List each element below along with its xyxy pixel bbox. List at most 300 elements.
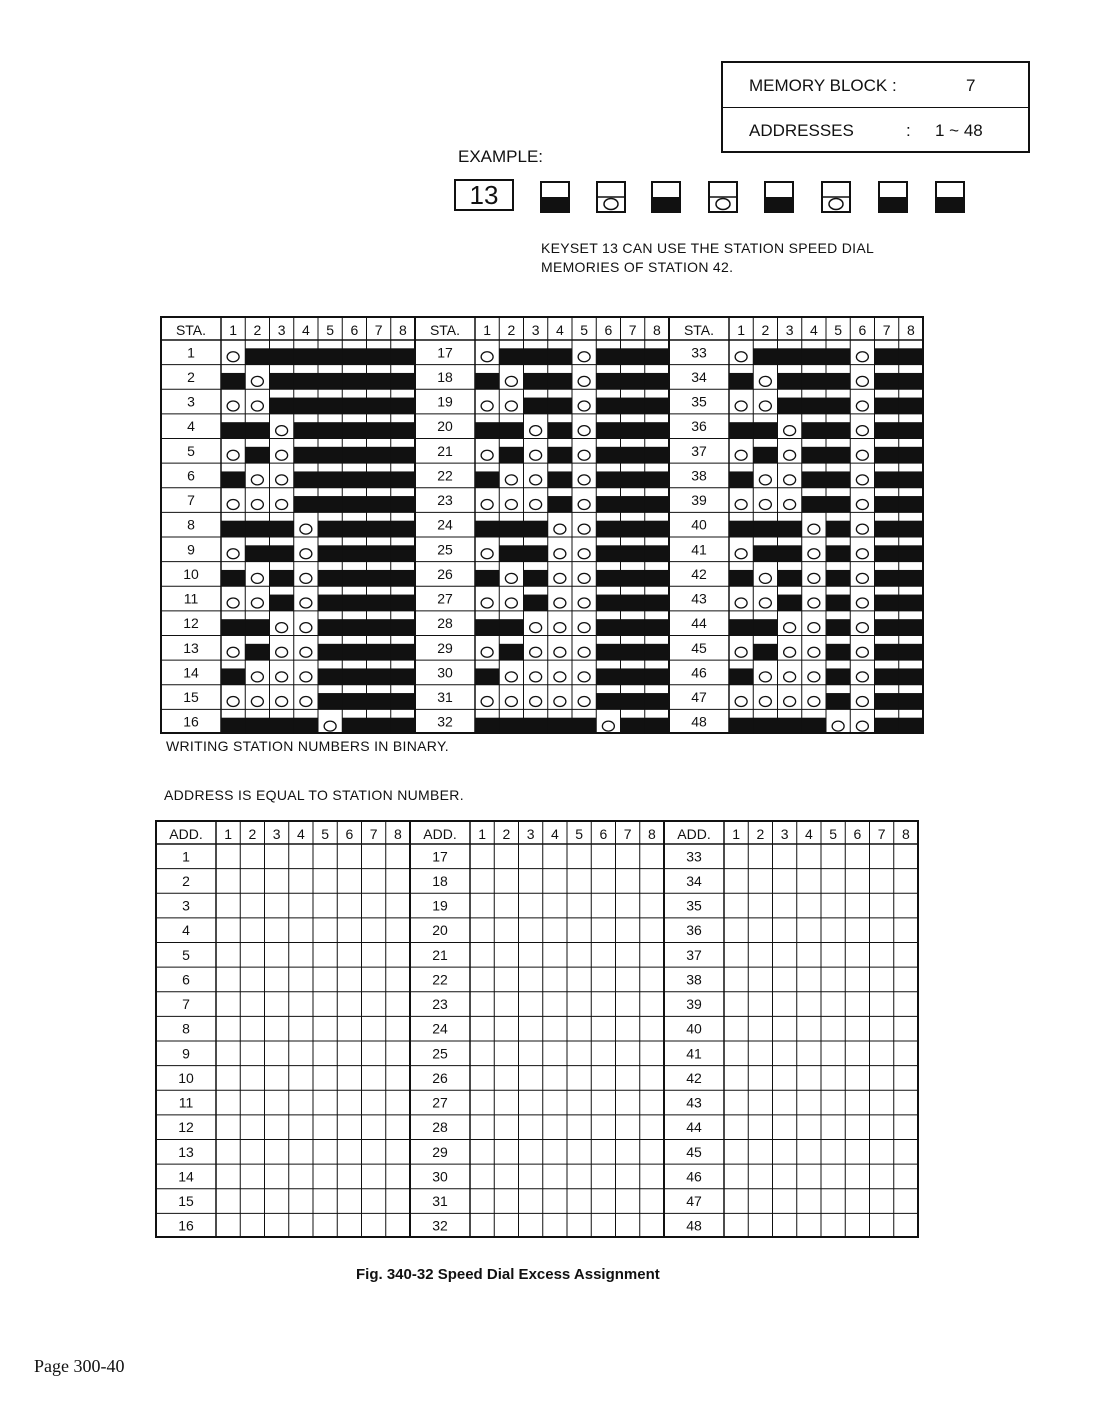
column-header-7: 7 <box>623 826 632 842</box>
column-header-1: 1 <box>732 826 741 842</box>
row-label-19: 19 <box>432 897 448 914</box>
bit-filled <box>729 422 753 438</box>
bit-filled <box>548 496 572 512</box>
column-header-5: 5 <box>834 322 843 338</box>
bit-filled <box>596 693 620 709</box>
row-label-14: 14 <box>178 1168 194 1185</box>
bit-circle <box>251 376 263 386</box>
bit-filled <box>802 373 826 389</box>
row-label-48: 48 <box>686 1217 702 1234</box>
bit-circle <box>578 376 590 386</box>
bit-filled <box>475 619 499 635</box>
column-header-3: 3 <box>780 826 789 842</box>
bit-filled <box>778 398 802 414</box>
row-label-8: 8 <box>187 516 195 533</box>
bit-filled <box>294 398 318 414</box>
bit-filled <box>294 496 318 512</box>
column-header-3: 3 <box>785 322 794 338</box>
bit-filled <box>367 644 391 660</box>
bit-circle <box>227 647 239 657</box>
bit-filled <box>342 422 366 438</box>
bit-filled <box>596 521 620 537</box>
bit-filled <box>875 570 899 586</box>
bit-circle <box>300 672 312 682</box>
bit-filled <box>875 496 899 512</box>
row-label-9: 9 <box>187 541 195 558</box>
bit-circle <box>578 524 590 534</box>
bit-filled <box>367 398 391 414</box>
bit-filled <box>391 373 415 389</box>
column-header-1: 1 <box>737 322 746 338</box>
bit-filled <box>318 644 342 660</box>
bit-filled <box>367 348 391 364</box>
example-caption-line1: KEYSET 13 CAN USE THE STATION SPEED DIAL <box>541 240 875 256</box>
column-header-7: 7 <box>877 826 886 842</box>
bit-circle <box>300 647 312 657</box>
bit-filled <box>391 348 415 364</box>
bit-filled <box>221 718 245 734</box>
row-label-15: 15 <box>178 1193 194 1210</box>
bit-circle <box>227 352 239 362</box>
bit-filled <box>245 718 269 734</box>
bit-filled <box>221 521 245 537</box>
bit-filled <box>729 373 753 389</box>
column-header-2: 2 <box>502 826 511 842</box>
row-label-33: 33 <box>691 344 707 361</box>
bit-filled <box>621 447 645 463</box>
bit-filled <box>729 668 753 684</box>
bit-filled <box>367 496 391 512</box>
bit-circle <box>856 401 868 411</box>
column-header-6: 6 <box>604 322 613 338</box>
column-header-1: 1 <box>478 826 487 842</box>
row-label-45: 45 <box>686 1143 702 1160</box>
addresses-label: ADDRESSES <box>749 121 854 140</box>
bit-filled <box>367 373 391 389</box>
bit-filled <box>342 570 366 586</box>
bit-circle <box>251 672 263 682</box>
bit-filled <box>367 471 391 487</box>
column-header-label: ADD. <box>169 826 203 842</box>
example-bit-6 <box>822 182 850 212</box>
bit-filled <box>596 570 620 586</box>
bit-filled <box>596 595 620 611</box>
bit-filled <box>802 496 826 512</box>
column-header-5: 5 <box>321 826 330 842</box>
bit-filled <box>621 570 645 586</box>
memory-block-row <box>723 63 1028 108</box>
table-border <box>156 821 918 1237</box>
bit-circle <box>856 573 868 583</box>
bit-filled <box>245 422 269 438</box>
bit-filled <box>826 373 850 389</box>
bit-filled <box>524 545 548 561</box>
bit-circle <box>856 499 868 509</box>
bit-circle <box>832 721 844 731</box>
row-label-47: 47 <box>686 1193 702 1210</box>
example-bit-filled <box>936 197 964 212</box>
row-label-9: 9 <box>182 1045 190 1062</box>
bit-filled <box>270 718 294 734</box>
bit-filled <box>342 644 366 660</box>
column-header-5: 5 <box>580 322 589 338</box>
column-header-4: 4 <box>804 826 813 842</box>
bit-filled <box>221 668 245 684</box>
bit-circle <box>578 573 590 583</box>
bit-filled <box>318 422 342 438</box>
bit-circle <box>276 696 288 706</box>
memory-block-value: 7 <box>966 76 976 95</box>
bit-filled <box>753 644 777 660</box>
row-label-12: 12 <box>178 1119 194 1136</box>
column-header-2: 2 <box>248 826 257 842</box>
bit-filled <box>548 348 572 364</box>
bit-filled <box>596 348 620 364</box>
bit-filled <box>524 398 548 414</box>
bit-filled <box>645 668 669 684</box>
bit-filled <box>729 718 753 734</box>
bit-filled <box>318 471 342 487</box>
row-label-19: 19 <box>437 393 453 410</box>
row-label-31: 31 <box>437 689 453 706</box>
bit-filled <box>318 348 342 364</box>
bit-circle <box>856 672 868 682</box>
row-label-37: 37 <box>686 946 702 963</box>
bit-filled <box>802 422 826 438</box>
bit-filled <box>548 718 572 734</box>
example-caption-line2: MEMORIES OF STATION 42. <box>541 259 734 275</box>
bit-filled <box>342 718 366 734</box>
bit-circle <box>759 401 771 411</box>
bit-filled <box>645 496 669 512</box>
row-label-17: 17 <box>437 344 453 361</box>
bit-circle <box>784 672 796 682</box>
bit-circle <box>759 376 771 386</box>
example-label: EXAMPLE: <box>458 147 544 166</box>
bit-filled <box>499 718 523 734</box>
row-label-35: 35 <box>686 897 702 914</box>
row-label-26: 26 <box>432 1069 448 1086</box>
binary-station-table <box>160 316 924 734</box>
row-label-13: 13 <box>183 639 199 656</box>
row-label-38: 38 <box>686 971 702 988</box>
bit-filled <box>391 595 415 611</box>
bit-circle <box>505 598 517 608</box>
column-header-6: 6 <box>853 826 862 842</box>
row-label-32: 32 <box>432 1217 448 1234</box>
row-label-29: 29 <box>437 639 453 656</box>
bit-filled <box>391 644 415 660</box>
bit-circle <box>554 573 566 583</box>
column-header-3: 3 <box>277 322 286 338</box>
bit-filled <box>826 398 850 414</box>
bit-filled <box>899 373 923 389</box>
row-label-17: 17 <box>432 848 448 865</box>
row-label-39: 39 <box>691 492 707 509</box>
bit-filled <box>826 595 850 611</box>
column-header-8: 8 <box>647 826 656 842</box>
bit-filled <box>294 471 318 487</box>
bit-circle <box>227 499 239 509</box>
bit-filled <box>367 570 391 586</box>
bit-filled <box>596 619 620 635</box>
bit-filled <box>645 471 669 487</box>
bit-filled <box>475 570 499 586</box>
bit-filled <box>621 521 645 537</box>
bit-filled <box>596 422 620 438</box>
bit-filled <box>899 398 923 414</box>
row-label-38: 38 <box>691 467 707 484</box>
column-header-2: 2 <box>756 826 765 842</box>
bit-circle <box>784 499 796 509</box>
example-bit-2 <box>597 182 625 212</box>
bit-circle <box>251 598 263 608</box>
bit-circle <box>735 499 747 509</box>
bit-filled <box>475 521 499 537</box>
bit-filled <box>391 545 415 561</box>
bit-circle <box>735 647 747 657</box>
bit-filled <box>875 718 899 734</box>
bit-circle <box>578 352 590 362</box>
bit-filled <box>621 644 645 660</box>
bit-filled <box>367 545 391 561</box>
bit-circle <box>578 672 590 682</box>
row-label-30: 30 <box>437 664 453 681</box>
column-header-6: 6 <box>599 826 608 842</box>
bit-filled <box>753 545 777 561</box>
bit-circle <box>227 696 239 706</box>
column-header-label: STA. <box>429 322 461 338</box>
memory-block-box <box>721 61 1030 153</box>
row-label-43: 43 <box>691 590 707 607</box>
row-label-29: 29 <box>432 1143 448 1160</box>
bit-circle <box>856 376 868 386</box>
row-label-10: 10 <box>178 1069 194 1086</box>
row-label-2: 2 <box>187 368 195 385</box>
bit-circle <box>578 401 590 411</box>
bit-filled <box>245 348 269 364</box>
bit-filled <box>499 521 523 537</box>
example-bit-8 <box>936 182 964 212</box>
bit-filled <box>621 471 645 487</box>
column-header-1: 1 <box>224 826 233 842</box>
bit-circle <box>578 623 590 633</box>
bit-circle <box>481 352 493 362</box>
row-label-27: 27 <box>432 1094 448 1111</box>
bit-circle <box>554 598 566 608</box>
bit-filled <box>645 348 669 364</box>
column-header-8: 8 <box>398 322 407 338</box>
bit-filled <box>499 447 523 463</box>
bit-circle <box>578 499 590 509</box>
bit-filled <box>367 595 391 611</box>
bit-filled <box>221 373 245 389</box>
bit-circle <box>856 549 868 559</box>
bit-circle <box>505 376 517 386</box>
bit-filled <box>548 422 572 438</box>
bit-circle <box>505 475 517 485</box>
bit-filled <box>875 619 899 635</box>
bit-filled <box>729 570 753 586</box>
bit-filled <box>294 373 318 389</box>
bit-filled <box>318 570 342 586</box>
bit-filled <box>391 471 415 487</box>
example-bit-1 <box>541 182 569 212</box>
bit-filled <box>221 619 245 635</box>
row-label-45: 45 <box>691 639 707 656</box>
row-label-39: 39 <box>686 996 702 1013</box>
bit-circle <box>554 672 566 682</box>
bit-circle <box>300 524 312 534</box>
row-label-36: 36 <box>686 922 702 939</box>
column-header-6: 6 <box>858 322 867 338</box>
bit-circle <box>735 352 747 362</box>
bit-filled <box>342 373 366 389</box>
bit-filled <box>899 496 923 512</box>
bit-filled <box>596 496 620 512</box>
row-label-31: 31 <box>432 1193 448 1210</box>
row-label-7: 7 <box>182 996 190 1013</box>
bit-filled <box>645 545 669 561</box>
row-label-11: 11 <box>183 590 199 607</box>
bit-circle <box>300 598 312 608</box>
bit-circle <box>578 598 590 608</box>
row-label-33: 33 <box>686 848 702 865</box>
bit-circle <box>578 696 590 706</box>
bit-circle <box>808 696 820 706</box>
bit-filled <box>826 471 850 487</box>
bit-filled <box>499 619 523 635</box>
table-group-2 <box>410 820 664 1238</box>
bit-circle <box>856 696 868 706</box>
bit-circle <box>759 499 771 509</box>
bit-filled <box>318 521 342 537</box>
column-header-4: 4 <box>550 826 559 842</box>
column-header-8: 8 <box>901 826 910 842</box>
bit-circle <box>276 450 288 460</box>
column-header-3: 3 <box>531 322 540 338</box>
bit-filled <box>548 447 572 463</box>
bit-filled <box>270 348 294 364</box>
row-label-20: 20 <box>437 418 453 435</box>
row-label-42: 42 <box>686 1069 702 1086</box>
row-label-5: 5 <box>182 946 190 963</box>
bit-filled <box>318 496 342 512</box>
bit-filled <box>391 570 415 586</box>
bit-filled <box>548 373 572 389</box>
bit-filled <box>875 545 899 561</box>
bit-filled <box>245 447 269 463</box>
bit-circle <box>276 499 288 509</box>
bit-filled <box>826 644 850 660</box>
column-header-label: STA. <box>683 322 715 338</box>
bit-filled <box>875 471 899 487</box>
bit-circle <box>227 450 239 460</box>
row-label-6: 6 <box>182 971 190 988</box>
bit-filled <box>270 373 294 389</box>
bit-filled <box>596 447 620 463</box>
bit-filled <box>342 521 366 537</box>
bit-filled <box>778 570 802 586</box>
bit-filled <box>524 373 548 389</box>
row-label-23: 23 <box>432 996 448 1013</box>
bit-filled <box>753 521 777 537</box>
row-label-14: 14 <box>183 664 199 681</box>
column-header-label: ADD. <box>423 826 457 842</box>
row-label-22: 22 <box>432 971 448 988</box>
row-label-22: 22 <box>437 467 453 484</box>
bit-circle <box>481 499 493 509</box>
bit-filled <box>778 718 802 734</box>
bit-filled <box>899 471 923 487</box>
column-header-5: 5 <box>575 826 584 842</box>
bit-circle <box>784 475 796 485</box>
row-label-1: 1 <box>187 344 195 361</box>
bit-filled <box>899 693 923 709</box>
address-assignment-table <box>155 820 919 1238</box>
bit-circle <box>808 623 820 633</box>
page-number: Page 300-40 <box>34 1356 125 1376</box>
bit-circle <box>856 647 868 657</box>
bit-filled <box>802 718 826 734</box>
bit-filled <box>875 398 899 414</box>
bit-filled <box>875 422 899 438</box>
table-group-3 <box>664 820 918 1238</box>
row-label-16: 16 <box>178 1217 194 1234</box>
bit-circle <box>481 450 493 460</box>
bit-filled <box>391 447 415 463</box>
bit-circle <box>578 450 590 460</box>
bit-filled <box>245 644 269 660</box>
bit-filled <box>596 545 620 561</box>
bit-filled <box>245 619 269 635</box>
bit-filled <box>270 398 294 414</box>
table-group-1 <box>161 316 415 734</box>
bit-filled <box>621 545 645 561</box>
bit-circle <box>808 672 820 682</box>
bit-filled <box>342 471 366 487</box>
bit-filled <box>342 693 366 709</box>
bit-filled <box>391 398 415 414</box>
row-label-10: 10 <box>183 565 199 582</box>
bit-circle <box>276 623 288 633</box>
bit-filled <box>572 718 596 734</box>
example-bit-7 <box>879 182 907 212</box>
bit-circle <box>856 598 868 608</box>
bit-circle <box>505 696 517 706</box>
bit-filled <box>826 422 850 438</box>
bit-filled <box>367 718 391 734</box>
column-header-4: 4 <box>301 322 310 338</box>
column-header-label: STA. <box>175 322 207 338</box>
bit-filled <box>342 545 366 561</box>
bit-circle <box>251 573 263 583</box>
column-header-1: 1 <box>483 322 492 338</box>
column-header-6: 6 <box>345 826 354 842</box>
row-label-3: 3 <box>182 897 190 914</box>
bit-filled <box>318 619 342 635</box>
bit-filled <box>899 422 923 438</box>
bit-filled <box>875 373 899 389</box>
row-label-16: 16 <box>183 713 199 730</box>
bit-filled <box>391 718 415 734</box>
bit-filled <box>729 521 753 537</box>
bit-filled <box>596 398 620 414</box>
bit-filled <box>294 718 318 734</box>
bit-filled <box>621 422 645 438</box>
bit-filled <box>753 447 777 463</box>
bit-filled <box>367 668 391 684</box>
